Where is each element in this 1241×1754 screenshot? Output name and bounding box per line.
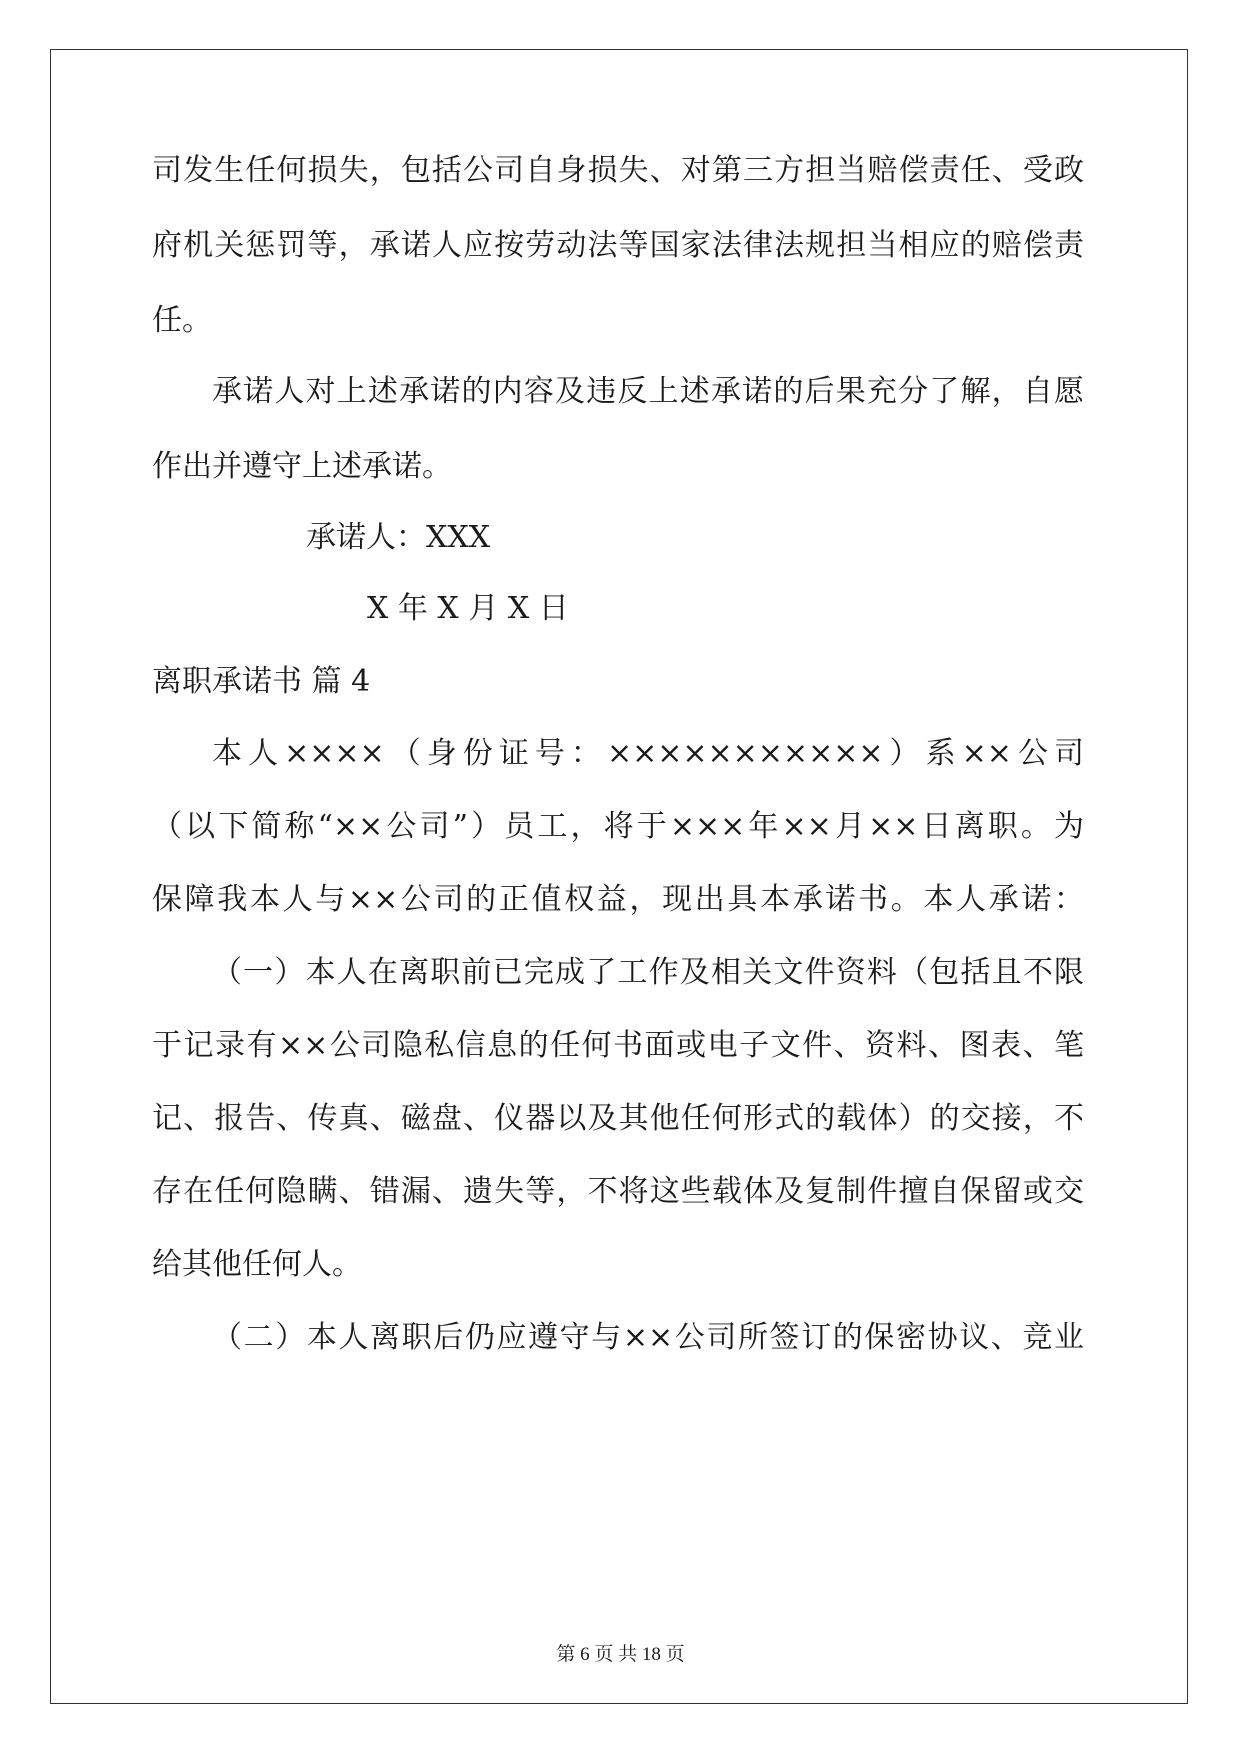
date-line: X 年 X 月 X 日 bbox=[367, 591, 569, 626]
signature-line: 承诺人：XXX bbox=[306, 520, 491, 555]
body-line: 给其他任何人。 bbox=[152, 1247, 362, 1282]
body-line: 府机关惩罚等，承诺人应按劳动法等国家法律法规担当相应的赔偿责 bbox=[152, 228, 1084, 263]
body-line: 作出并遵守上述承诺。 bbox=[152, 449, 452, 484]
section-heading: 离职承诺书 篇 4 bbox=[152, 664, 371, 699]
body-line: 任。 bbox=[152, 303, 212, 338]
body-line: 记、报告、传真、磁盘、仪器以及其他任何形式的载体）的交接，不 bbox=[152, 1101, 1084, 1136]
body-line: 于记录有××公司隐私信息的任何书面或电子文件、资料、图表、笔 bbox=[152, 1028, 1084, 1063]
page-footer: 第 6 页 共 18 页 bbox=[556, 1644, 685, 1665]
body-line: （二）本人离职后仍应遵守与××公司所签订的保密协议、竞业 bbox=[212, 1320, 1084, 1355]
page-border bbox=[50, 49, 1188, 1704]
body-line: （以下简称“××公司”）员工，将于×××年××月××日离职。为 bbox=[152, 809, 1084, 844]
body-line: 承诺人对上述承诺的内容及违反上述承诺的后果充分了解，自愿 bbox=[212, 374, 1084, 409]
body-line: 存在任何隐瞒、错漏、遗失等，不将这些载体及复制件擅自保留或交 bbox=[152, 1174, 1084, 1209]
body-line: （一）本人在离职前已完成了工作及相关文件资料（包括且不限 bbox=[212, 955, 1084, 990]
body-line: 保障我本人与××公司的正值权益，现出具本承诺书。本人承诺： bbox=[152, 882, 1084, 917]
body-line: 司发生任何损失，包括公司自身损失、对第三方担当赔偿责任、受政 bbox=[152, 153, 1084, 188]
body-line: 本人××××（身份证号：×××××××××××）系××公司 bbox=[212, 736, 1084, 771]
